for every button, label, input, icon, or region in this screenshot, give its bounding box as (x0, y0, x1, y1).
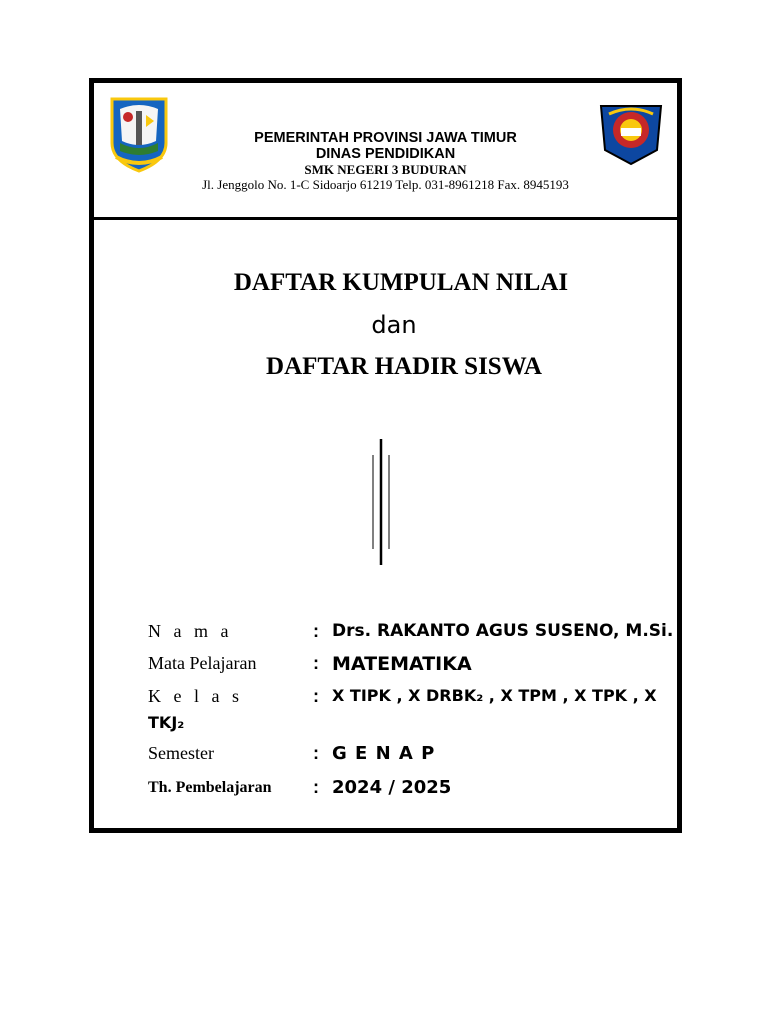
decorative-lines (364, 439, 394, 565)
title-grades: DAFTAR KUMPULAN NILAI (233, 269, 569, 296)
mapel-colon: : (313, 653, 319, 673)
semester-value: G E N A P (332, 743, 436, 764)
tahun-colon: : (313, 777, 319, 797)
title-connector: dan (371, 311, 417, 339)
kelas-colon: : (313, 686, 319, 706)
letterhead-text (94, 130, 677, 193)
nama-label: N a m a (148, 621, 233, 641)
semester-label: Semester (148, 743, 214, 763)
mapel-value: MATEMATIKA (332, 653, 472, 675)
cover-frame (89, 78, 682, 833)
mapel-label: Mata Pelajaran (148, 653, 257, 673)
school-name: SMK NEGERI 3 BUDURAN (304, 162, 467, 177)
letterhead (94, 83, 677, 220)
title-attendance: DAFTAR HADIR SISWA (266, 353, 542, 380)
nama-colon: : (313, 621, 319, 641)
province-name: PEMERINTAH PROVINSI JAWA TIMUR (254, 130, 517, 146)
kelas-value: X TIPK , X DRBK₂ , X TPM , X TPK , X (332, 686, 657, 705)
nama-value: Drs. RAKANTO AGUS SUSENO, M.Si. (332, 621, 674, 641)
semester-colon: : (313, 743, 319, 763)
tahun-label: Th. Pembelajaran (148, 779, 272, 796)
agency-name: DINAS PENDIDIKAN (315, 146, 456, 162)
kelas-value-cont: TKJ₂ (148, 713, 185, 732)
tahun-value: 2024 / 2025 (332, 777, 452, 798)
school-address: Jl. Jenggolo No. 1-C Sidoarjo 61219 Telp. 031-8961218 Fax. 8945193 (202, 177, 569, 192)
kelas-label: K e l a s (148, 686, 243, 706)
